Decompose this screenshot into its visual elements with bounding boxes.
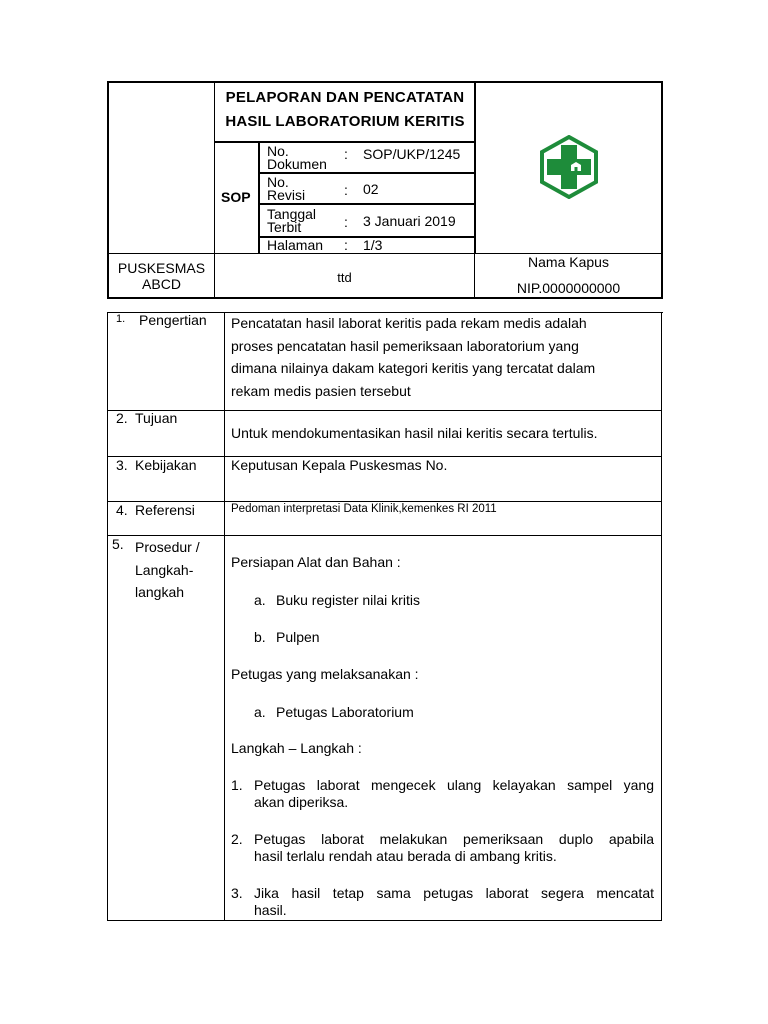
step-line: Jika hasil tetap sama petugas laborat segera mencatat — [254, 885, 654, 901]
document-title-line-2: HASIL LABORATORIUM KERITIS — [225, 113, 465, 130]
step-marker: 1. — [231, 777, 243, 793]
field-tanggal-terbit-label — [267, 208, 316, 234]
section-body-pengertian — [231, 312, 595, 402]
field-label-line: No. — [267, 143, 289, 159]
label-line: Langkah- — [135, 561, 194, 578]
step-line: hasil terlalu rendah atau berada di ambang kritis. — [254, 848, 557, 864]
section-label-tujuan: Tujuan — [135, 410, 178, 426]
section-body-tujuan: Untuk mendokumentasikan hasil nilai keritis secara tertulis. — [231, 425, 598, 441]
body-line: dimana nilainya dakam kategori keritis yang tercatat dalam — [231, 360, 596, 376]
field-no-dokumen-label — [267, 145, 327, 171]
org-name-line: ABCD — [142, 276, 181, 292]
field-halaman-value: 1/3 — [363, 237, 383, 253]
field-colon: : — [344, 182, 348, 198]
section-number: 4. — [116, 502, 128, 518]
section-body-referensi: Pedoman interpretasi Data Klinik,kemenkes RI 2011 — [231, 503, 497, 515]
steps-heading: Langkah – Langkah : — [231, 740, 362, 756]
field-no-revisi-label — [267, 176, 305, 202]
field-label-line: No. — [267, 174, 289, 190]
head-name: Nama Kapus — [528, 254, 609, 270]
field-colon: : — [344, 214, 348, 230]
puskesmas-logo — [537, 135, 601, 199]
head-nip: NIP.0000000000 — [516, 280, 621, 296]
section-body-kebijakan: Keputusan Kepala Puskesmas No. — [231, 457, 448, 473]
document-title — [216, 86, 474, 134]
section-number: 1. — [116, 313, 126, 325]
section-label-kebijakan: Kebijakan — [135, 457, 197, 473]
org-name-line: PUSKESMAS — [117, 260, 206, 276]
field-label-line: Revisi — [267, 187, 306, 203]
field-halaman-label: Halaman — [267, 237, 324, 253]
field-label-line: Tanggal — [267, 206, 317, 222]
field-label-line: Terbit — [267, 219, 302, 235]
field-colon: : — [344, 146, 348, 162]
puskesmas-logo-icon — [537, 135, 601, 199]
prep-item: Pulpen — [276, 629, 320, 645]
section-number: 5. — [112, 536, 124, 552]
step-marker: 3. — [231, 885, 243, 901]
body-line: Pencatatan hasil laborat keritis pada rekam medis adalah — [231, 315, 587, 331]
body-line: rekam medis pasien tersebut — [231, 382, 411, 399]
step-line: hasil. — [254, 902, 287, 918]
section-number: 2. — [116, 410, 128, 426]
section-label-pengertian: Pengertian — [139, 312, 207, 328]
label-line: langkah — [135, 584, 185, 600]
field-no-revisi-value: 02 — [363, 181, 379, 197]
field-colon: : — [344, 237, 348, 253]
prep-heading: Persiapan Alat dan Bahan : — [231, 554, 401, 570]
list-marker: a. — [254, 704, 266, 720]
prep-item: Buku register nilai kritis — [276, 592, 420, 608]
section-label-prosedur — [135, 536, 200, 604]
staff-item: Petugas Laboratorium — [276, 704, 414, 720]
step-marker: 2. — [231, 831, 243, 847]
org-name — [109, 260, 214, 292]
field-no-dokumen-value: SOP/UKP/1245 — [363, 146, 461, 162]
section-number: 3. — [116, 457, 128, 473]
body-line: proses pencatatan hasil pemeriksaan laboratorium yang — [231, 337, 579, 354]
document-title-line-1: PELAPORAN DAN PENCATATAN — [225, 89, 465, 106]
section-label-referensi: Referensi — [135, 502, 195, 518]
field-label-line: Dokumen — [267, 156, 327, 172]
step-line: akan diperiksa. — [254, 794, 349, 810]
list-marker: a. — [254, 592, 266, 608]
label-line: Prosedur / — [135, 539, 200, 555]
list-marker: b. — [254, 629, 266, 645]
step-line: Petugas laborat mengecek ulang kelayakan sampel yang — [254, 777, 654, 793]
sop-label: SOP — [221, 189, 251, 205]
staff-heading: Petugas yang melaksanakan : — [231, 666, 419, 682]
step-line: Petugas laborat melakukan pemeriksaan duplo apabila — [254, 831, 654, 847]
field-tanggal-terbit-value: 3 Januari 2019 — [363, 213, 456, 229]
signature-text: ttd — [337, 270, 352, 285]
